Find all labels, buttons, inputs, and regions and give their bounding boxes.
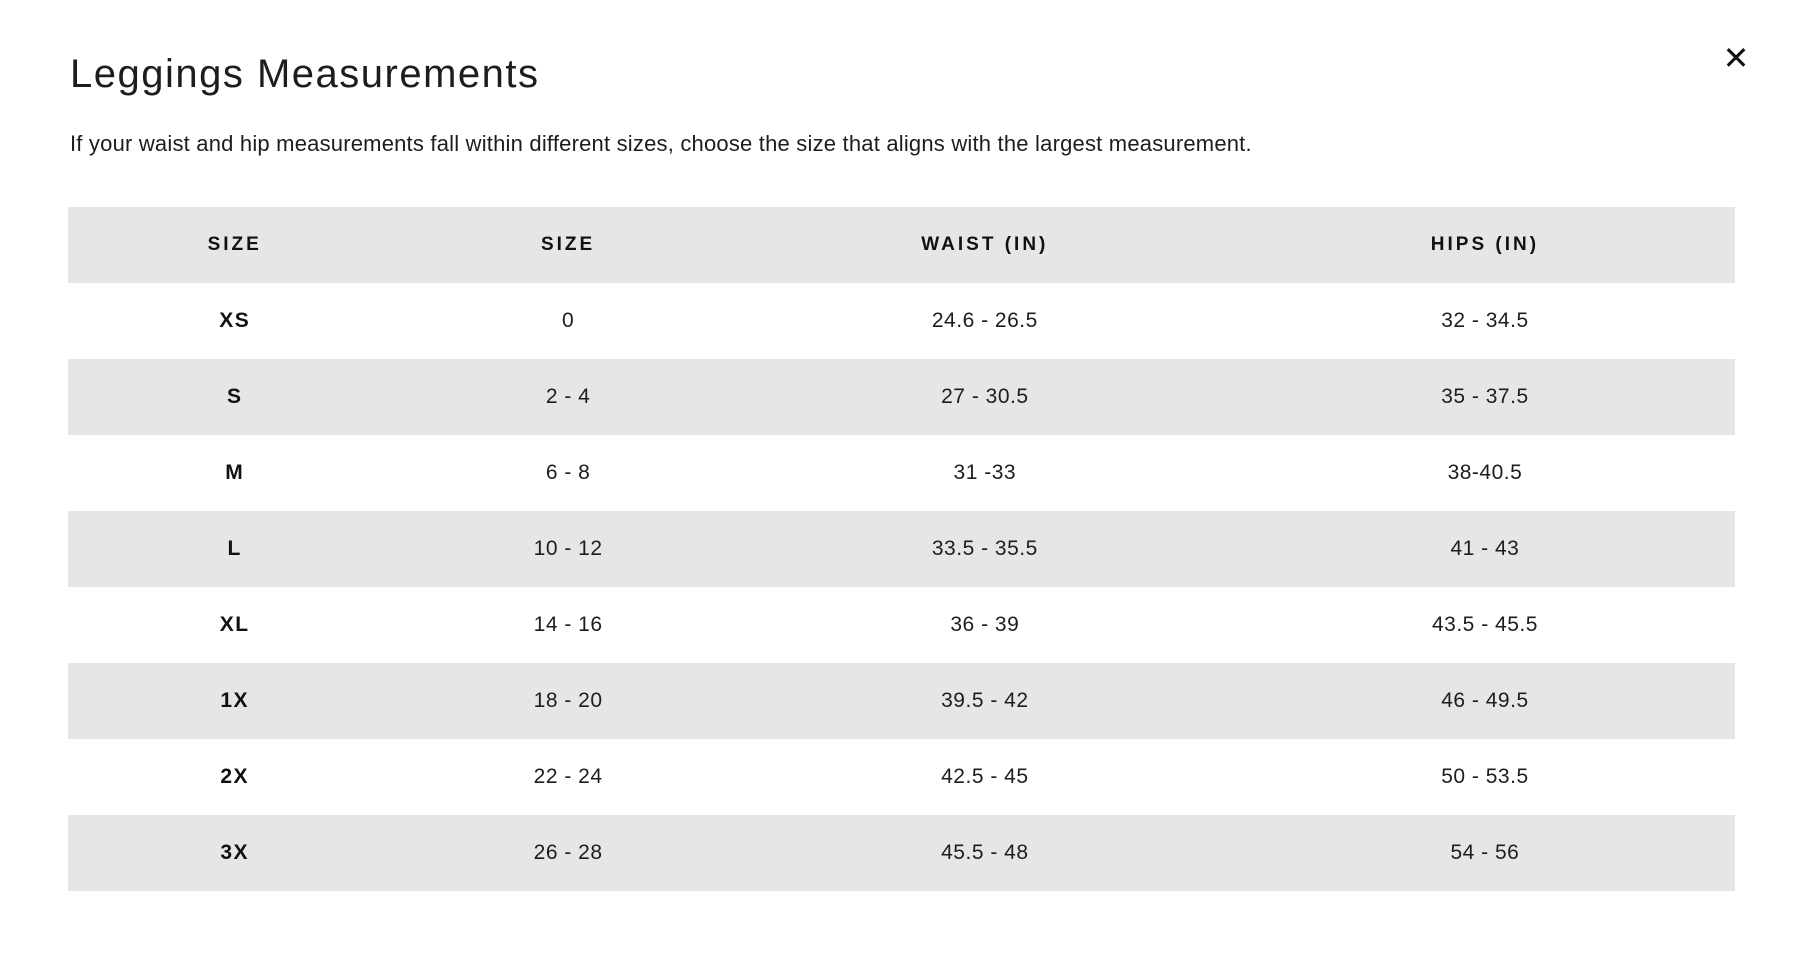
cell-size: S xyxy=(226,385,243,408)
cell-size-range: 10 - 12 xyxy=(533,537,603,560)
cell-waist: 39.5 - 42 xyxy=(941,689,1029,712)
table-row-1x xyxy=(68,663,1735,739)
cell-waist: 36 - 39 xyxy=(950,613,1020,636)
modal-subtitle: If your waist and hip measurements fall within different sizes, choose the size that aligns with the largest measurement. xyxy=(70,131,1252,156)
cell-size: XL xyxy=(219,613,250,636)
column-header-hips: HIPS (IN) xyxy=(1430,234,1540,255)
cell-size: XS xyxy=(219,309,251,332)
table-row-xs xyxy=(68,283,1735,359)
cell-size: 2X xyxy=(220,765,250,788)
cell-size-range: 6 - 8 xyxy=(545,461,591,484)
cell-size-range: 26 - 28 xyxy=(533,841,603,864)
table-row-2x xyxy=(68,739,1735,815)
cell-size: L xyxy=(227,537,242,560)
cell-size-range: 14 - 16 xyxy=(533,613,603,636)
cell-hips: 35 - 37.5 xyxy=(1441,385,1529,408)
measurements-table xyxy=(68,207,1735,891)
close-icon: ✕ xyxy=(1722,40,1750,76)
cell-waist: 42.5 - 45 xyxy=(941,765,1029,788)
cell-hips: 41 - 43 xyxy=(1450,537,1520,560)
cell-size: 3X xyxy=(220,841,250,864)
table-row-l xyxy=(68,511,1735,587)
modal-title: Leggings Measurements xyxy=(70,52,540,96)
table-row-xl xyxy=(68,587,1735,663)
cell-size: 1X xyxy=(220,689,250,712)
header-row xyxy=(68,207,1735,283)
cell-hips: 32 - 34.5 xyxy=(1441,309,1529,332)
cell-hips: 38-40.5 xyxy=(1447,461,1523,484)
cell-hips: 54 - 56 xyxy=(1450,841,1520,864)
cell-hips: 50 - 53.5 xyxy=(1441,765,1529,788)
column-header-waist: WAIST (IN) xyxy=(921,234,1049,255)
cell-hips: 46 - 49.5 xyxy=(1441,689,1529,712)
column-header-size-range: SIZE xyxy=(540,234,596,255)
table-row-s xyxy=(68,359,1735,435)
table-row-3x xyxy=(68,815,1735,891)
cell-size-range: 18 - 20 xyxy=(533,689,603,712)
cell-size: M xyxy=(225,461,245,484)
cell-waist: 45.5 - 48 xyxy=(941,841,1029,864)
cell-size-range: 0 xyxy=(561,309,575,332)
cell-waist: 33.5 - 35.5 xyxy=(931,537,1038,560)
cell-hips: 43.5 - 45.5 xyxy=(1431,613,1538,636)
cell-waist: 31 -33 xyxy=(953,461,1017,484)
cell-size-range: 22 - 24 xyxy=(533,765,603,788)
cell-waist: 24.6 - 26.5 xyxy=(931,309,1038,332)
table-row-m xyxy=(68,435,1735,511)
cell-size-range: 2 - 4 xyxy=(545,385,591,408)
cell-waist: 27 - 30.5 xyxy=(941,385,1029,408)
close-button[interactable] xyxy=(1714,36,1758,80)
column-header-size: SIZE xyxy=(207,234,262,255)
